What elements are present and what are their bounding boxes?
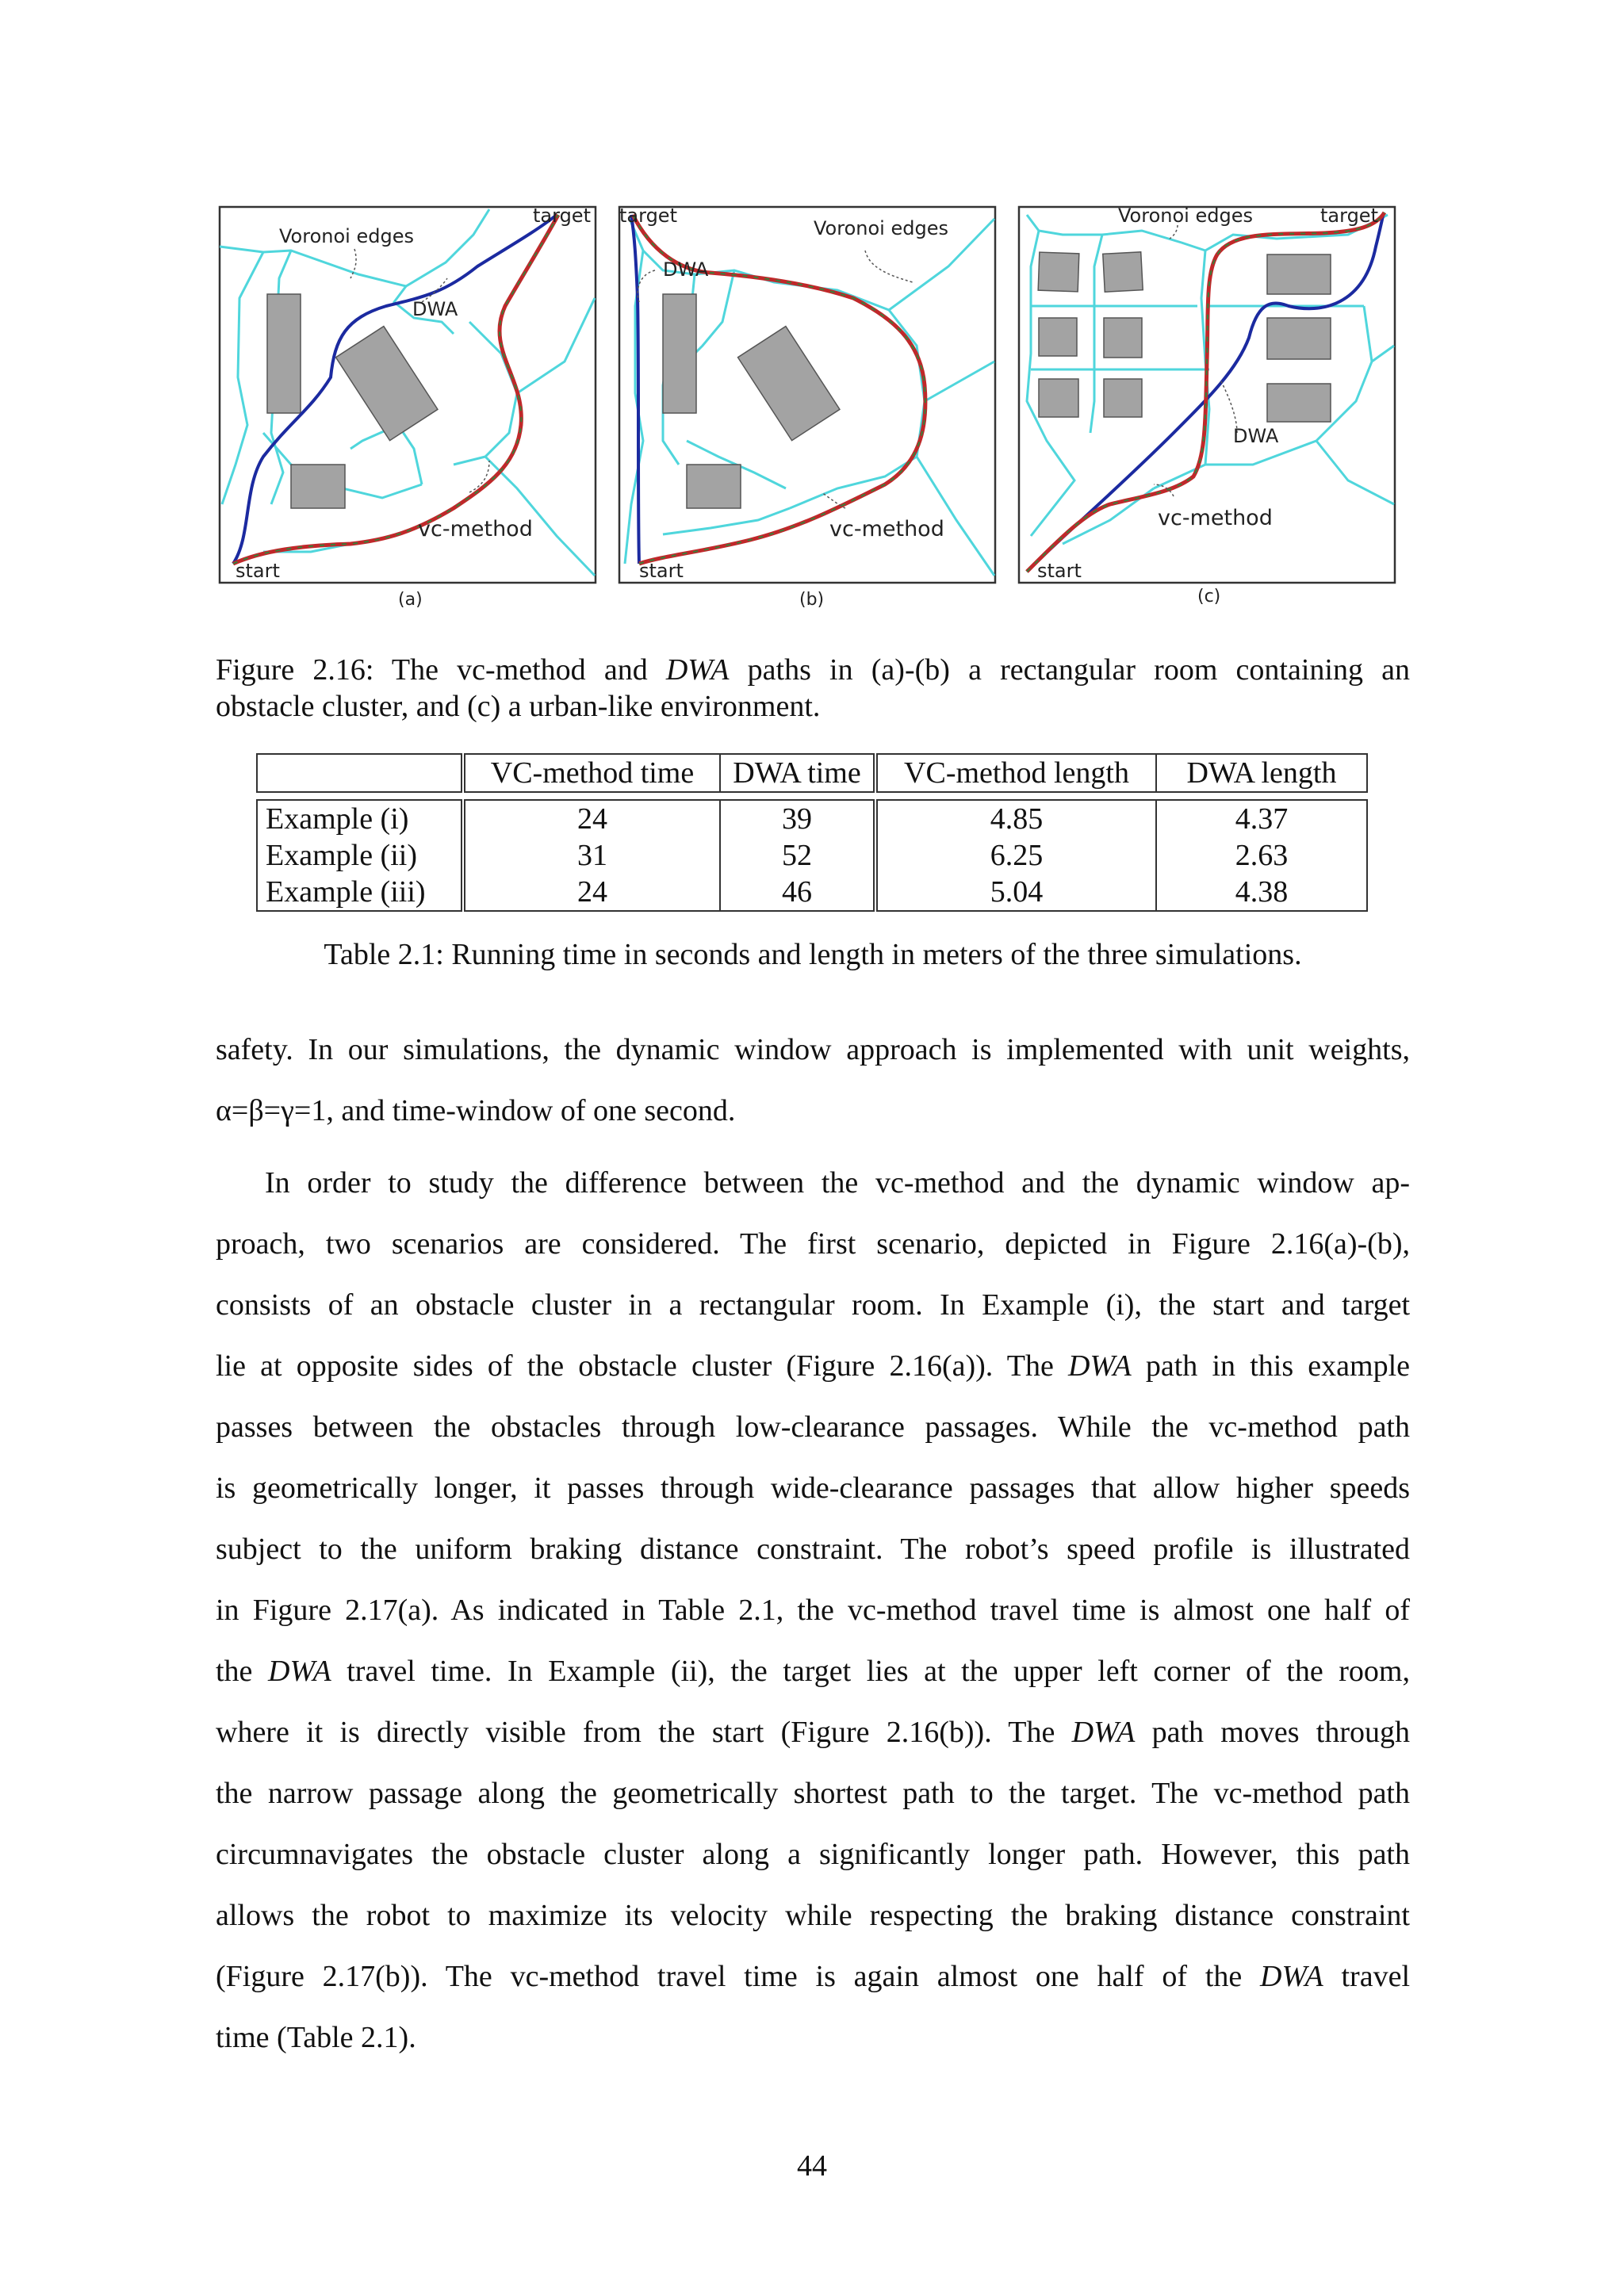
vc-method-label: vc-method [829, 517, 944, 541]
table-row [257, 837, 1367, 874]
table-header-row [257, 754, 1367, 792]
start-label: start [236, 560, 280, 582]
table-caption: Table 2.1: Running time in seconds and length in meters of the three simulations. [324, 938, 1302, 971]
paragraph-2 [216, 1153, 1410, 2068]
text-line: the DWA travel time. In Example (ii), the target lies at the upper left corner of the room, [216, 1655, 1410, 1688]
subfigure-label-b: (b) [799, 590, 825, 610]
dwa-label: DWA [412, 298, 458, 320]
obstacle [663, 294, 696, 413]
text-line: allows the robot to maximize its velocity while respecting the braking distance constraint [216, 1899, 1410, 1932]
voronoi-label: Voronoi edges [1118, 205, 1253, 227]
table-cell: 52 [720, 837, 875, 874]
table-cell: Example (iii) [257, 874, 463, 911]
text-line: safety. In our simulations, the dynamic window approach is implemented with unit weights, [216, 1033, 1410, 1066]
table-header-cell: VC-method length [875, 754, 1156, 792]
obstacle [291, 465, 345, 508]
text-line: is geometrically longer, it passes through wide-clearance passages that allow higher speeds [216, 1471, 1410, 1505]
obstacle [1104, 318, 1142, 358]
results-table [256, 753, 1368, 912]
table-cell: Example (i) [257, 800, 463, 837]
panel-b [615, 203, 999, 587]
table-cell: 24 [463, 800, 720, 837]
panel-c [1015, 203, 1399, 587]
table-cell: 24 [463, 874, 720, 911]
dwa-label: DWA [1233, 425, 1279, 447]
obstacle [1039, 318, 1077, 356]
dwa-label: DWA [663, 258, 709, 281]
table-header-cell: VC-method time [463, 754, 720, 792]
paragraph-1 [216, 1020, 1410, 1142]
text-line: where it is directly visible from the start (Figure 2.16(b)). The DWA path moves through [216, 1716, 1410, 1749]
text-line: subject to the uniform braking distance constraint. The robot’s speed profile is illustrated [216, 1533, 1410, 1566]
table-header-cell [257, 754, 463, 792]
obstacle [1104, 379, 1142, 417]
text-line: the narrow passage along the geometrically shortest path to the target. The vc-method path [216, 1777, 1410, 1810]
obstacle [1267, 384, 1331, 422]
obstacle [1039, 379, 1078, 417]
table-header-cell: DWA time [720, 754, 875, 792]
table-cell: 2.63 [1156, 837, 1367, 874]
table-cell: Example (ii) [257, 837, 463, 874]
text-line: proach, two scenarios are considered. The first scenario, depicted in Figure 2.16(a)-(b), [216, 1227, 1410, 1261]
text-line: lie at opposite sides of the obstacle cluster (Figure 2.16(a)). The DWA path in this example [216, 1349, 1410, 1383]
target-label: target [533, 205, 591, 227]
table-cell: 5.04 [875, 874, 1156, 911]
voronoi-label: Voronoi edges [279, 225, 414, 247]
subfigure-label-c: (c) [1197, 587, 1221, 607]
vc-method-label: vc-method [1158, 506, 1273, 530]
text-line: In order to study the difference between the vc-method and the dynamic window ap- [265, 1166, 1410, 1200]
vc-method-label: vc-method [418, 517, 533, 541]
obstacle [267, 294, 301, 413]
caption-line: obstacle cluster, and (c) a urban-like environment. [216, 690, 821, 723]
table-header-cell: DWA length [1156, 754, 1367, 792]
figure-caption [216, 652, 1410, 725]
panel-a [216, 203, 599, 587]
table-cell: 6.25 [875, 837, 1156, 874]
table-cell: 4.85 [875, 800, 1156, 837]
figure-2-16 [216, 203, 1411, 615]
obstacle [1267, 318, 1331, 359]
text-line: passes between the obstacles through low-clearance passages. While the vc-method path [216, 1410, 1410, 1444]
caption-line: Figure 2.16: The vc-method and DWA paths in (a)-(b) a rectangular room containing an [216, 653, 1410, 687]
start-label: start [1037, 560, 1082, 582]
table-cell: 4.37 [1156, 800, 1367, 837]
subfigure-label-a: (a) [398, 590, 423, 610]
target-label: target [619, 205, 677, 227]
text-line: circumnavigates the obstacle cluster along a significantly longer path. However, this path [216, 1838, 1410, 1871]
obstacle [687, 465, 741, 508]
table-cell: 31 [463, 837, 720, 874]
obstacle [1103, 252, 1143, 292]
table-row [257, 874, 1367, 911]
text-line: (Figure 2.17(b)). The vc-method travel time is again almost one half of the DWA travel [216, 1960, 1410, 1993]
target-label: target [1320, 205, 1378, 227]
table-cell: 46 [720, 874, 875, 911]
voronoi-label: Voronoi edges [814, 217, 948, 239]
page-number: 44 [797, 2149, 827, 2183]
table-row [257, 800, 1367, 837]
table-cell: 39 [720, 800, 875, 837]
text-line: consists of an obstacle cluster in a rectangular room. In Example (i), the start and target [216, 1288, 1410, 1322]
table-cell: 4.38 [1156, 874, 1367, 911]
start-label: start [639, 560, 684, 582]
obstacle [1038, 252, 1079, 292]
obstacle [1267, 254, 1331, 294]
text-line: time (Table 2.1). [216, 2021, 416, 2054]
text-line: in Figure 2.17(a). As indicated in Table 2.1, the vc-method travel time is almost one half of [216, 1594, 1410, 1627]
text-line: α=β=γ=1, and time-window of one second. [216, 1094, 736, 1127]
